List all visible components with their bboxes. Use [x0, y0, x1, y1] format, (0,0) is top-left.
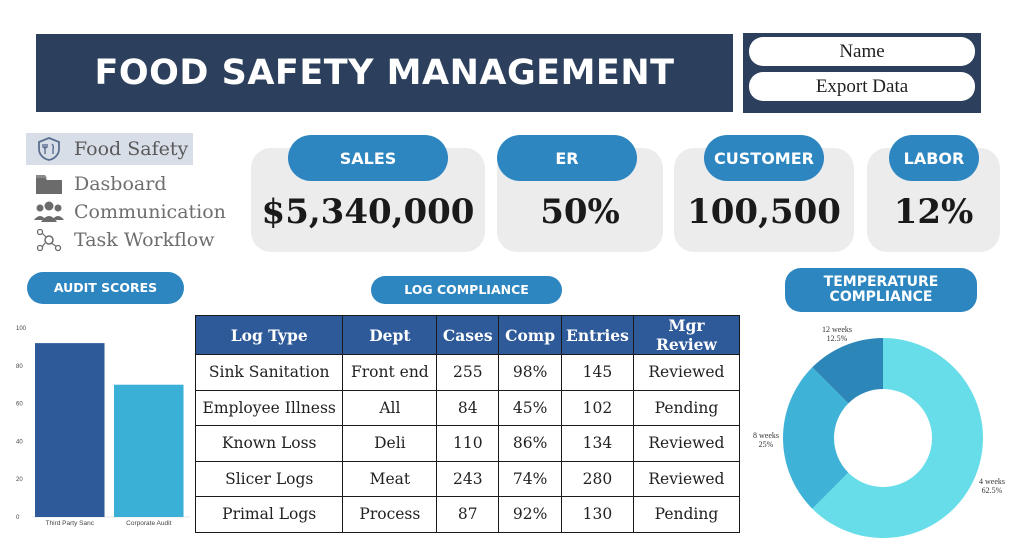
- header-actions: [743, 33, 981, 113]
- kpi-card-customer: [674, 148, 854, 252]
- slice-percent-label: 12.5%: [826, 334, 848, 343]
- cell-comp: 86%: [499, 426, 562, 462]
- audit-scores-chart: [12, 318, 190, 536]
- kpi-card-sales: [251, 148, 485, 252]
- nav-item-communication[interactable]: [26, 198, 236, 226]
- kpi-label-sales: SALES: [288, 135, 448, 181]
- kpi-label-labor: LABOR: [889, 135, 979, 181]
- export-data-button[interactable]: Export Data: [749, 72, 975, 101]
- kpi-value-er: 50%: [540, 192, 620, 232]
- audit-scores-label: AUDIT SCORES: [27, 272, 184, 304]
- cell-dept: All: [343, 390, 437, 426]
- temp-label-line2: COMPLIANCE: [829, 289, 933, 305]
- workflow-icon: [32, 227, 66, 253]
- sidebar-nav: [26, 133, 236, 254]
- slice-percent-label: 25%: [758, 440, 774, 449]
- cell-dept: Front end: [343, 355, 437, 391]
- y-tick-label: 60: [16, 401, 23, 408]
- temp-label-line1: TEMPERATURE: [823, 273, 939, 290]
- nav-brand-food-safety[interactable]: [26, 133, 193, 165]
- table-row: [196, 497, 740, 533]
- col-comp: Comp: [499, 316, 562, 355]
- users-icon: [32, 199, 66, 225]
- col-log-type: Log Type: [196, 316, 343, 355]
- table-row: [196, 426, 740, 462]
- page-title: FOOD SAFETY MANAGEMENT: [94, 53, 675, 93]
- cell-mgr-review: Reviewed: [633, 461, 739, 497]
- folder-icon: [32, 171, 66, 197]
- table-row: [196, 461, 740, 497]
- header-title-bar: [36, 34, 733, 112]
- temperature-compliance-chart: [740, 318, 1024, 550]
- kpi-value-customer: 100,500: [687, 192, 841, 232]
- table-row: [196, 355, 740, 391]
- cell-comp: 74%: [499, 461, 562, 497]
- nav-item-dashboard[interactable]: [26, 170, 236, 198]
- log-compliance-label: LOG COMPLIANCE: [371, 276, 562, 304]
- cell-dept: Deli: [343, 426, 437, 462]
- x-tick-label: Third Party Sanc: [45, 520, 94, 527]
- cell-cases: 110: [437, 426, 499, 462]
- x-tick-label: Corporate Audit: [126, 520, 172, 527]
- bar: [35, 343, 105, 517]
- kpi-card-er: [497, 148, 663, 252]
- table-header-row: [196, 316, 740, 355]
- cell-log-type: Employee Illness: [196, 390, 343, 426]
- cell-log-type: Known Loss: [196, 426, 343, 462]
- y-tick-label: 0: [16, 515, 20, 521]
- col-dept: Dept: [343, 316, 437, 355]
- cell-comp: 98%: [499, 355, 562, 391]
- cell-mgr-review: Pending: [633, 497, 739, 533]
- cell-comp: 92%: [499, 497, 562, 533]
- name-button[interactable]: Name: [749, 37, 975, 66]
- table-row: [196, 390, 740, 426]
- cell-dept: Meat: [343, 461, 437, 497]
- cell-entries: 130: [562, 497, 634, 533]
- cell-dept: Process: [343, 497, 437, 533]
- cell-log-type: Slicer Logs: [196, 461, 343, 497]
- cell-mgr-review: Reviewed: [633, 355, 739, 391]
- col-cases: Cases: [437, 316, 499, 355]
- bar: [114, 385, 184, 517]
- cell-comp: 45%: [499, 390, 562, 426]
- nav-item-label: Communication: [74, 201, 226, 223]
- nav-item-task-workflow[interactable]: [26, 226, 236, 254]
- kpi-label-customer: CUSTOMER: [704, 135, 824, 181]
- slice-percent-label: 62.5%: [981, 486, 1003, 495]
- y-tick-label: 40: [16, 439, 23, 446]
- cell-entries: 145: [562, 355, 634, 391]
- kpi-label-er: ER: [497, 135, 637, 181]
- food-safety-icon: [32, 136, 66, 162]
- y-tick-label: 20: [16, 477, 23, 484]
- cell-log-type: Sink Sanitation: [196, 355, 343, 391]
- slice-label: 8 weeks: [753, 431, 779, 440]
- cell-cases: 84: [437, 390, 499, 426]
- slice-label: 12 weeks: [822, 325, 852, 334]
- cell-mgr-review: Reviewed: [633, 426, 739, 462]
- col-mgr-review: Mgr Review: [633, 316, 739, 355]
- cell-entries: 280: [562, 461, 634, 497]
- cell-cases: 243: [437, 461, 499, 497]
- cell-entries: 134: [562, 426, 634, 462]
- nav-item-label: Dasboard: [74, 173, 167, 195]
- log-compliance-table: [195, 315, 740, 533]
- kpi-value-labor: 12%: [893, 192, 974, 232]
- cell-cases: 255: [437, 355, 499, 391]
- slice-label: 4 weeks: [979, 477, 1005, 486]
- cell-log-type: Primal Logs: [196, 497, 343, 533]
- y-tick-label: 80: [16, 363, 23, 370]
- temperature-compliance-label: [785, 268, 977, 312]
- cell-mgr-review: Pending: [633, 390, 739, 426]
- cell-cases: 87: [437, 497, 499, 533]
- nav-brand-label: Food Safety: [74, 138, 189, 160]
- col-entries: Entries: [562, 316, 634, 355]
- kpi-value-sales: $5,340,000: [261, 192, 475, 232]
- nav-item-label: Task Workflow: [74, 229, 215, 251]
- y-tick-label: 100: [16, 326, 27, 332]
- kpi-card-labor: [867, 148, 1000, 252]
- cell-entries: 102: [562, 390, 634, 426]
